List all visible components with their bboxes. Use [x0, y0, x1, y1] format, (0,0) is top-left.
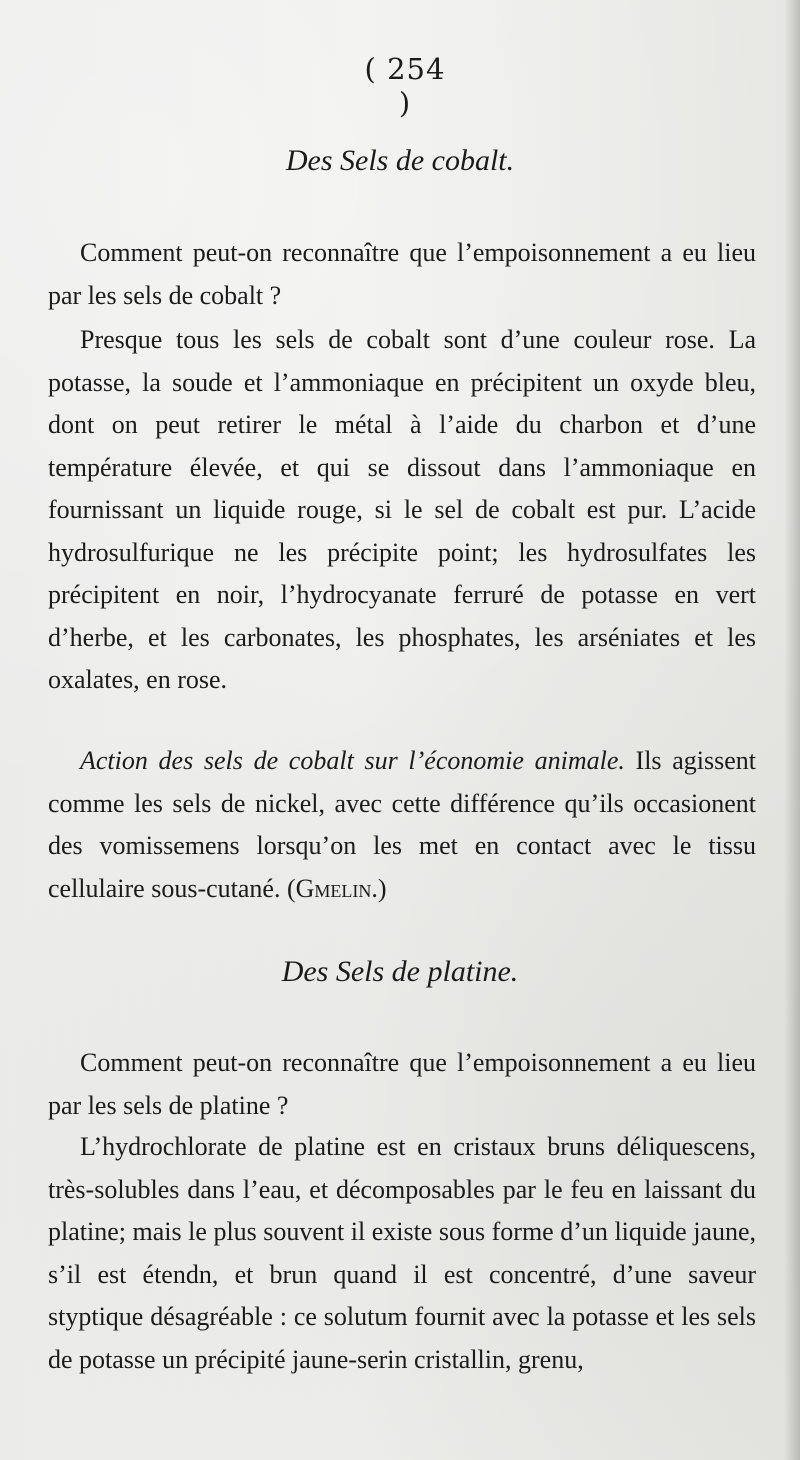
citation-close-paren: ) [377, 873, 387, 903]
paragraph-cobalt-question: Comment peut-on reconnaître que l’empoisonnement a eu lieu par les sels de cobalt ? [48, 238, 756, 310]
paragraph-platine-properties: L’hydrochlorate de platine est en cristaux bruns déliquescens, très-solubles dans l’eau, et décomposables par le feu en laissant du platine; mais le plus souvent il existe sous forme d’un liquide jaune, s’il est étendn, et brun quand il est concentré, d’une saveur styptique désagréable : ce solutum fournit avec la potasse et les sels de potasse un précipité jaune-serin cristallin, grenu, [48, 1132, 756, 1374]
page-edge-shadow [784, 0, 800, 1460]
page-number: ( 254 ) [364, 52, 446, 120]
paragraph-cobalt-action-text: Ils agissent comme les sels de nickel, avec cette différence qu’ils occasionent des vomissemens lorsqu’on les met en contact avec le tissu cellulaire sous-cutané. ( [48, 746, 756, 903]
paragraph-cobalt-action [48, 740, 756, 910]
paragraph-cobalt-action-heading: Action des sels de cobalt sur l’économie animale. [80, 746, 625, 775]
citation-author: Gmelin. [295, 873, 378, 903]
section-heading-cobalt: Des Sels de cobalt. [285, 144, 515, 177]
paragraph-cobalt-properties: Presque tous les sels de cobalt sont d’une couleur rose. La potasse, la soude et l’ammoniaque en précipitent un oxyde bleu, dont on peut retirer le métal à l’aide du charbon et d’une température élevée, et qui se dissout dans l’ammoniaque en fournissant un liquide rouge, si le sel de cobalt est pur. L’acide hydrosulfurique ne les précipite point; les hydrosulfates les précipitent en noir, l’hydrocyanate ferruré de potasse en vert d’herbe, et les carbonates, les phosphates, les arséniates et les oxalates, en rose. [48, 325, 756, 694]
paragraph-platine-question: Comment peut-on reconnaître que l’empoisonnement a eu lieu par les sels de platine ? [48, 1048, 756, 1120]
section-heading-platine: Des Sels de platine. [281, 955, 519, 988]
